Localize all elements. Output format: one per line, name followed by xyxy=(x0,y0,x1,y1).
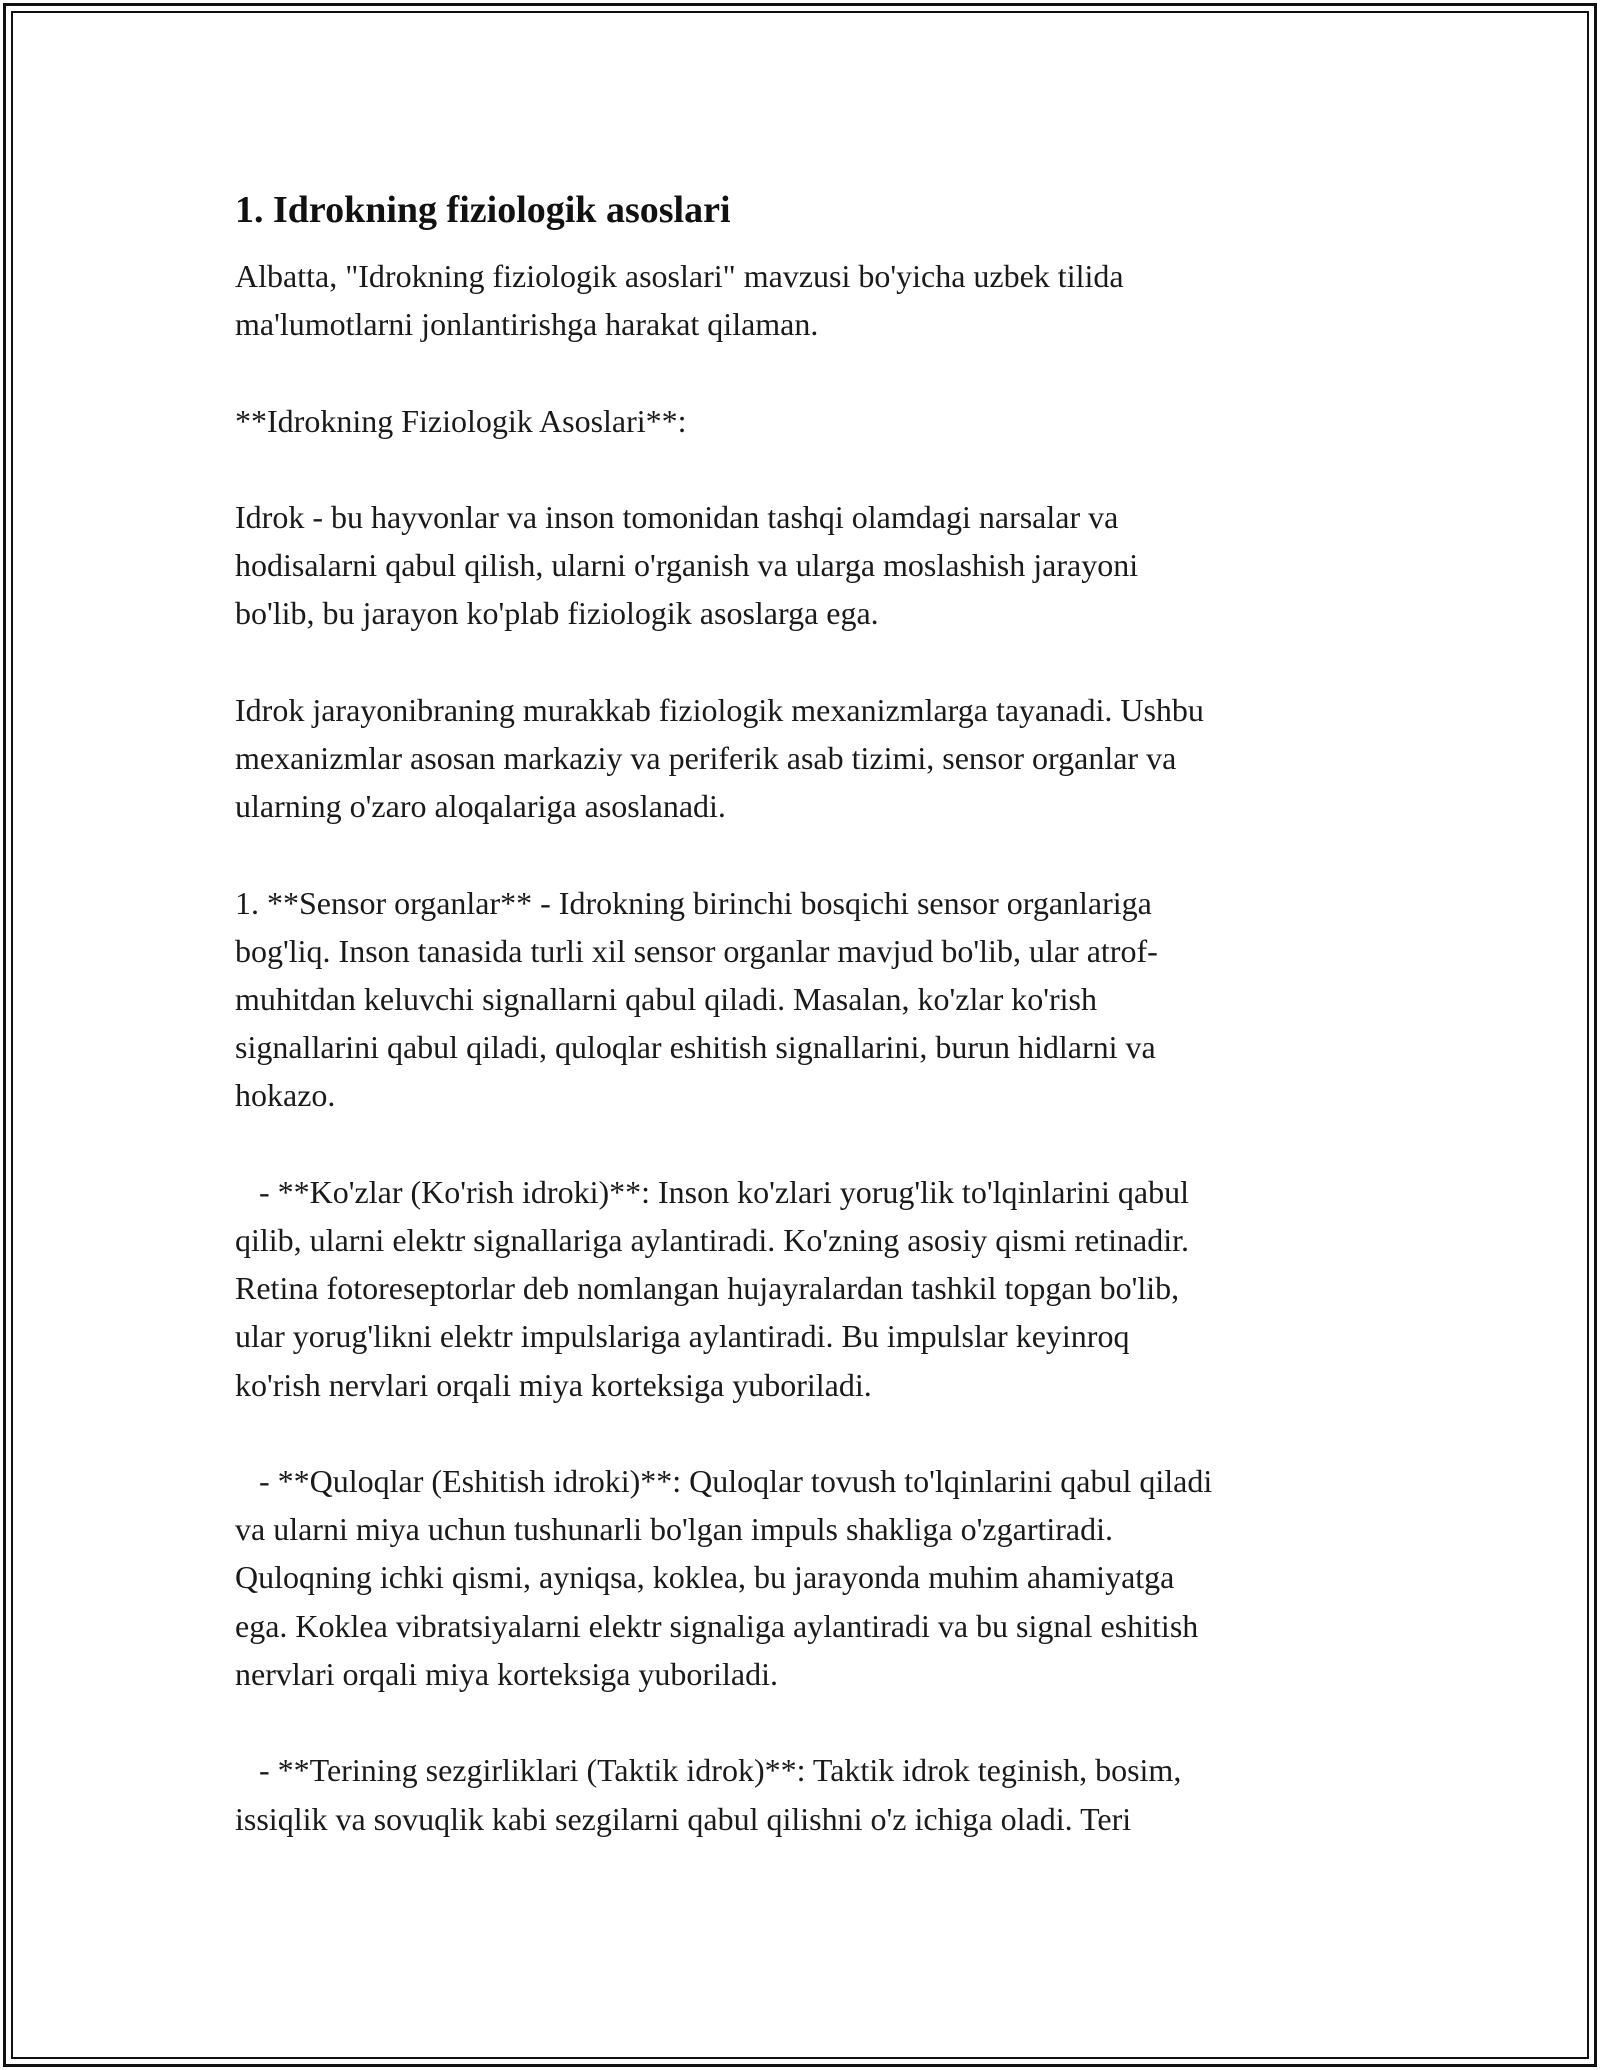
document-body-text: Albatta, "Idrokning fiziologik asoslari" mavzusi bo'yicha uzbek tilida ma'lumotlarni jonlantirishga harakat qilaman. **Idrokning Fiziologik Asoslari**: Idrok - bu hayvonlar va inson tomonidan tashqi olamdagi narsalar va hodisalarni qabul qilish, ularni o'rganish va ularga moslashish jarayoni bo'lib, bu jarayon ko'plab fiziologik asoslarga ega. Idrok jarayonibraning murakkab fiziologik mexanizmlarga tayanadi. Ushbu mexanizmlar asosan markaziy va periferik asab tizimi, sensor organlar va ularning o'zaro aloqalariga asoslanadi. 1. **Sensor organlar** - Idrokning birinchi bosqichi sensor organlariga bog'liq. Inson tanasida turli xil sensor organlar mavjud bo'lib, ular atrof- muhitdan keluvchi signallarni qabul qiladi. Masalan, ko'zlar ko'rish signallarini qabul qiladi, quloqlar eshitish signallarini, burun hidlarni va hokazo. - **Ko'zlar (Ko'rish idroki)**: Inson ko'zlari yorug'lik to'lqinlarini qabul qilib, ularni elektr signallariga aylantiradi. Ko'zning asosiy qismi retinadir. Retina fotoreseptorlar deb nomlangan hujayralardan tashkil topgan bo'lib, ular yorug'likni elektr impulslariga aylantiradi. Bu impulslar keyinroq ko'rish nervlari orqali miya korteksiga yuboriladi. - **Quloqlar (Eshitish idroki)**: Quloqlar tovush to'lqinlarini qabul qiladi va ularni miya uchun tushunarli bo'lgan impuls shakliga o'zgartiradi. Quloqning ichki qismi, ayniqsa, koklea, bu jarayonda muhim ahamiyatga ega. Koklea vibratsiyalarni elektr signaliga aylantiradi va bu signal eshitish nervlari orqali miya korteksiga yuboriladi. - **Terining sezgirliklari (Taktik idrok)**: Taktik idrok teginish, bosim, issiqlik va sovuqlik kabi sezgilarni qabul qilishni o'z ichiga oladi. Teri xyxy=(235,258,1213,1837)
document-page xyxy=(235,186,1365,1843)
document-title: 1. Idrokning fiziologik asoslari xyxy=(235,189,731,231)
